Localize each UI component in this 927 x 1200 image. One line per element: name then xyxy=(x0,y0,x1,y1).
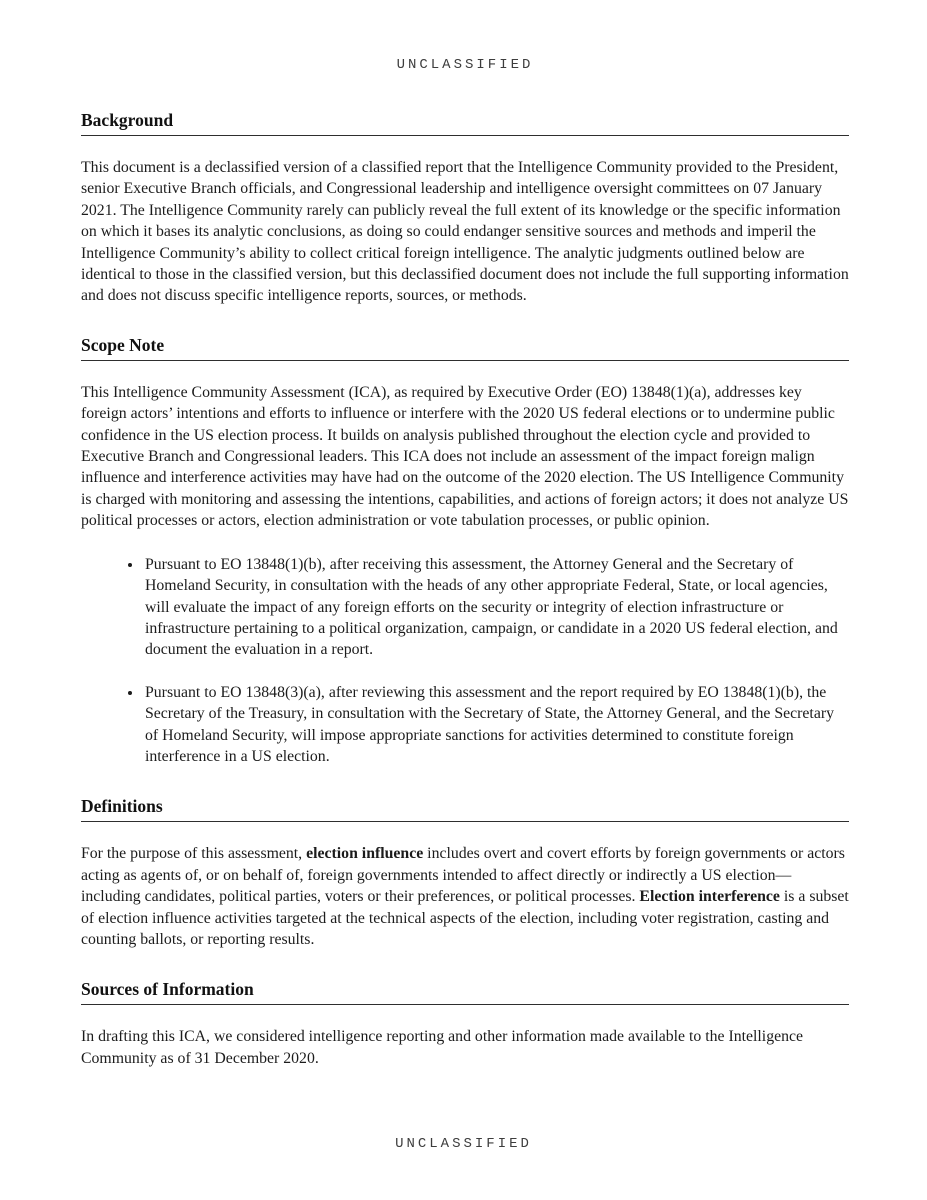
classification-banner-top: UNCLASSIFIED xyxy=(396,57,534,73)
section-heading-sources-of-information: Sources of Information xyxy=(81,979,849,1005)
definitions-text-segment: includes overt and covert efforts by foreign governments or actors acting as agents of, or on behalf of, foreign governments intended to affect directly or indirectly a US election—including candidates, political parties, voters or their preferences, or political processes. xyxy=(81,845,845,906)
scope-note-paragraph: This Intelligence Community Assessment (ICA), as required by Executive Order (EO) 13848(1)(a), addresses key foreign actors’ intentions and efforts to influence or interfere with the 2020 US federal elections or to undermine public confidence in the US election process. It builds on analysis published throughout the election cycle and provided to Executive Branch and Congressional leaders. This ICA does not include an assessment of the impact foreign malign influence and interference activities may have had on the outcome of the 2020 election. The US Intelligence Community is charged with monitoring and assessing the intentions, capabilities, and actions of foreign actors; it does not analyze US political processes or actors, election administration or vote tabulation processes, or public opinion. xyxy=(81,383,849,530)
definitions-text-segment: is a subset of election influence activities targeted at the technical aspects of the election, including voter registration, casting and counting ballots, or reporting results. xyxy=(81,888,849,948)
definitions-text-segment: For the purpose of this assessment, xyxy=(81,845,307,863)
section-heading-background: Background xyxy=(81,110,849,136)
section-heading-scope-note: Scope Note xyxy=(81,335,849,361)
scope-note-bullet-list xyxy=(81,554,849,768)
classification-banner-bottom: UNCLASSIFIED xyxy=(395,1136,532,1152)
definitions-term-election-interference: Election interference xyxy=(639,888,780,906)
definitions-term-election-influence: election influence xyxy=(306,845,424,863)
scope-note-bullet-2: • Pursuant to EO 13848(3)(a), after reviewing this assessment and the report required by EO 13848(1)(b), the Secretary of the Treasury, in consultation with the Secretary of State, the Attorney General, and the Secretary of Homeland Security, will impose appropriate sanctions for activities determined to constitute foreign interference in a US election. xyxy=(143,682,843,768)
section-heading-definitions: Definitions xyxy=(81,796,849,822)
definitions-paragraph xyxy=(81,843,849,950)
scope-note-bullet-1: • Pursuant to EO 13848(1)(b), after receiving this assessment, the Attorney General and the Secretary of Homeland Security, in consultation with the heads of any other appropriate Federal, State, or local agencies, will evaluate the impact of any foreign efforts on the security or integrity of election infrastructure or infrastructure pertaining to a political organization, campaign, or candidate in a 2020 US federal election, and document the evaluation in a report. xyxy=(143,554,843,661)
background-paragraph: This document is a declassified version of a classified report that the Intelligence Community provided to the President, senior Executive Branch officials, and Congressional leadership and intelligence oversight committees on 07 January 2021. The Intelligence Community rarely can publicly reveal the full extent of its knowledge or the specific information on which it bases its analytic conclusions, as doing so could endanger sensitive sources and methods and imperil the Intelligence Community’s ability to collect critical foreign intelligence. The analytic judgments outlined below are identical to those in the classified version, but this declassified document does not include the full supporting information and does not discuss specific intelligence reports, sources, or methods. xyxy=(81,159,849,305)
sources-of-information-paragraph: In drafting this ICA, we considered intelligence reporting and other information made available to the Intelligence Community as of 31 December 2020. xyxy=(81,1028,804,1067)
